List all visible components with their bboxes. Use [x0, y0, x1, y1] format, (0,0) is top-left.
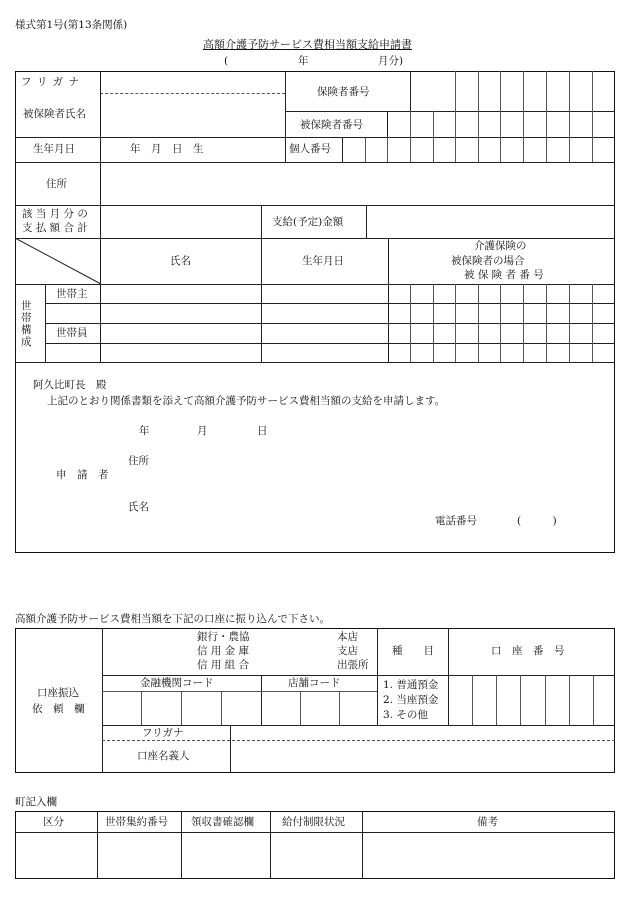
account-type-header: 種 目: [392, 645, 434, 657]
col-name-header: 氏名: [170, 255, 191, 267]
account-type-option-1: 1. 普通預金: [383, 679, 439, 691]
applicant-address-label: 住所: [128, 455, 149, 467]
insurer-number-label: 保険者番号: [317, 86, 370, 98]
town-col-household-no: 世帯集約番号: [105, 816, 168, 828]
period-month: 月分): [378, 55, 404, 67]
period-open: (: [224, 55, 229, 67]
branch-type-1: 本店: [337, 631, 358, 643]
bank-row-label-2: 依 頼 欄: [32, 703, 85, 715]
household-head-label: 世帯主: [56, 288, 88, 300]
addressee: 阿久比町長 殿: [33, 379, 107, 391]
account-holder-label: 口座名義人: [137, 750, 190, 762]
date-year: 年: [139, 425, 150, 437]
household-label: 世帯構成: [21, 300, 32, 348]
applicant-name-label: 氏名: [128, 501, 149, 513]
diagonal-line: [15, 238, 101, 285]
total-label-line1: 該 当 月 分 の: [22, 208, 88, 220]
holder-furigana-label: フリガナ: [142, 727, 184, 739]
phone-label: 電話番号: [435, 515, 477, 527]
col-kaigo-header-1: 介護保険の: [474, 240, 527, 252]
account-type-option-2: 2. 当座預金: [383, 694, 439, 706]
institution-type-2: 信 用 金 庫: [197, 645, 250, 657]
col-birth-header: 生年月日: [302, 255, 344, 267]
town-col-category: 区分: [43, 816, 64, 828]
personal-number-label: 個人番号: [289, 143, 331, 155]
branch-type-2: 支店: [337, 645, 358, 657]
bank-row-label-1: 口座振込: [37, 687, 79, 699]
applicant-label: 申 請 者: [56, 469, 109, 481]
branch-code-label: 店舗コード: [288, 677, 341, 689]
birth-label: 生年月日: [33, 143, 75, 155]
amount-label: 支給(予定)金額: [272, 216, 344, 228]
period-year: 年: [298, 55, 309, 67]
account-type-option-3: 3. その他: [383, 709, 428, 721]
town-col-benefit-limit: 給付制限状況: [282, 816, 345, 828]
phone-parens: ( ): [517, 515, 557, 527]
col-kaigo-header-2: 被保険者の場合: [451, 255, 525, 267]
household-member-label: 世帯員: [56, 327, 88, 339]
application-statement: 上記のとおり関係書類を添えて高額介護予防サービス費相当額の支給を申請します。: [47, 395, 446, 407]
address-label: 住所: [46, 178, 67, 190]
branch-type-3: 出張所: [337, 659, 369, 671]
date-day: 日: [257, 425, 268, 437]
date-month: 月: [197, 425, 208, 437]
birth-value: 年 月 日 生: [130, 143, 204, 155]
insured-name-label: 被保険者氏名: [23, 108, 86, 120]
total-label-line2: 支 払 額 合 計: [22, 222, 88, 234]
form-number: 様式第1号(第13条関係): [15, 19, 128, 31]
furigana-label: フ リ ガ ナ: [21, 76, 81, 88]
col-kaigo-header-3: 被 保 険 者 番 号: [464, 269, 544, 281]
town-col-receipt-check: 領収書確認欄: [191, 816, 254, 828]
institution-type-3: 信 用 組 合: [197, 659, 250, 671]
form-title: 高額介護予防サービス費相当額支給申請書: [203, 38, 412, 51]
institution-code-label: 金融機関コード: [140, 677, 214, 689]
bank-instruction: 高額介護予防サービス費相当額を下記の口座に振り込んで下さい。: [15, 613, 330, 625]
town-col-remarks: 備考: [477, 816, 498, 828]
account-number-header: 口 座 番 号: [491, 645, 565, 657]
town-section-label: 町記入欄: [15, 796, 57, 808]
insured-number-label: 被保険者番号: [300, 119, 363, 131]
institution-type-1: 銀行・農協: [197, 631, 250, 643]
